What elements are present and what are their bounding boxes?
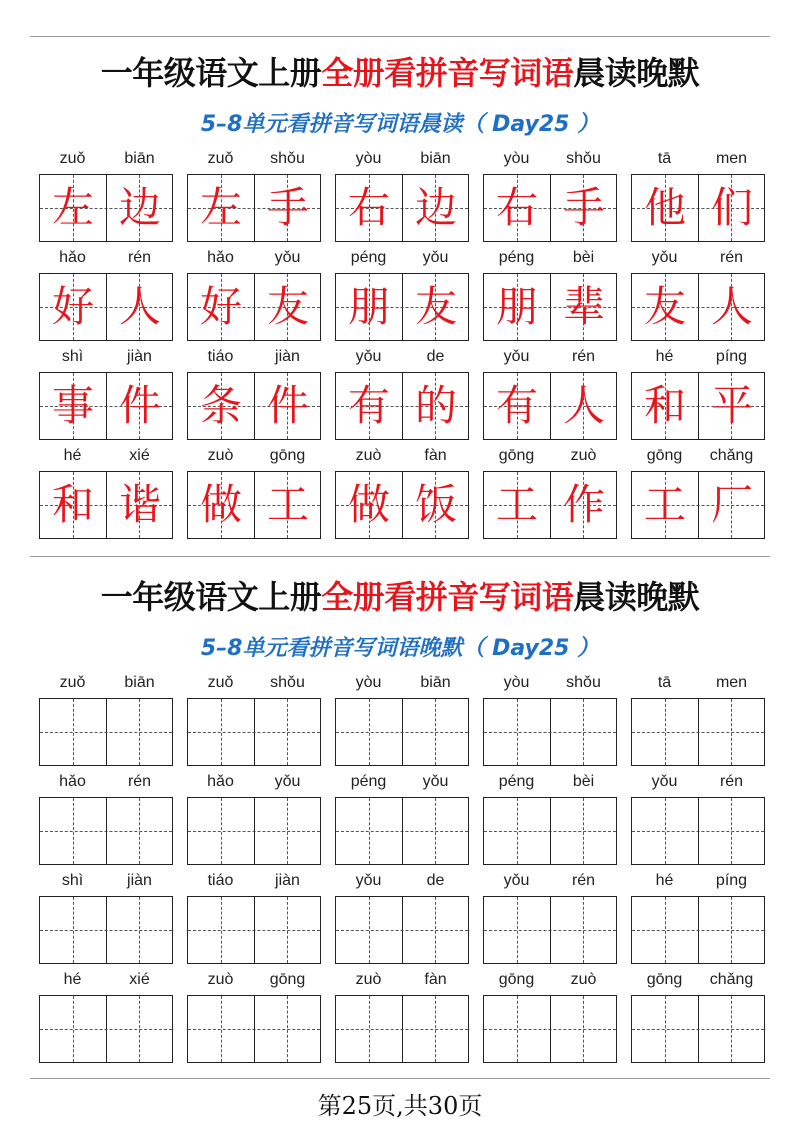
guide-line-vertical	[665, 699, 666, 765]
guide-line-vertical	[139, 996, 140, 1062]
pinyin-label: xié	[129, 971, 150, 988]
pinyin-label: jiàn	[127, 872, 152, 889]
guide-line-vertical	[583, 996, 584, 1062]
pinyin-label: jiàn	[275, 872, 300, 889]
tianzige-box	[631, 174, 765, 242]
pinyin-label: fàn	[424, 447, 447, 464]
pinyin-label: yǒu	[274, 249, 301, 266]
hanzi-character: 和	[643, 381, 686, 430]
box-divider	[254, 996, 255, 1062]
box-divider	[402, 897, 403, 963]
pinyin-label: biān	[124, 150, 155, 167]
pinyin-label: yǒu	[651, 773, 678, 790]
tianzige-box[interactable]	[335, 797, 469, 865]
pinyin-label: men	[715, 150, 748, 167]
title-part-topic: 全册看拼音写词语	[321, 578, 574, 616]
tianzige-box[interactable]	[39, 896, 173, 964]
guide-line-vertical	[221, 897, 222, 963]
section-subtitle: 5–8单元看拼音写词语晨读（ Day25 ）	[200, 112, 600, 137]
tianzige-box	[483, 372, 617, 440]
pinyin-label: hé	[63, 971, 82, 988]
pinyin-label: yǒu	[651, 249, 678, 266]
guide-line-vertical	[369, 897, 370, 963]
tianzige-box	[483, 174, 617, 242]
pinyin-label: chǎng	[709, 447, 754, 464]
tianzige-box	[631, 471, 765, 539]
word-cell	[483, 672, 617, 771]
hanzi-character: 做	[347, 480, 390, 529]
tianzige-box[interactable]	[335, 995, 469, 1063]
guide-line-vertical	[369, 699, 370, 765]
word-cell	[335, 969, 469, 1068]
pinyin-label: hé	[655, 872, 674, 889]
bottom-divider	[30, 1078, 770, 1079]
word-cell	[335, 672, 469, 771]
hanzi-character: 工	[266, 480, 309, 529]
box-divider	[550, 798, 551, 864]
hanzi-character: 人	[562, 381, 605, 430]
pinyin-label: hé	[63, 447, 82, 464]
tianzige-box	[187, 273, 321, 341]
hanzi-character: 好	[199, 282, 242, 331]
word-cell	[187, 672, 321, 771]
hanzi-character: 的	[414, 381, 457, 430]
word-cell	[39, 672, 173, 771]
pinyin-label: yòu	[503, 674, 530, 691]
word-row	[39, 672, 763, 771]
tianzige-box	[39, 273, 173, 341]
pinyin-label: hǎo	[59, 249, 86, 266]
guide-line-vertical	[665, 798, 666, 864]
pinyin-label: rén	[127, 249, 152, 266]
word-cell	[483, 148, 617, 247]
morning-reading-section	[0, 36, 800, 556]
word-cell	[187, 346, 321, 445]
pinyin-label: zuǒ	[59, 674, 86, 691]
pinyin-label: gōng	[646, 971, 683, 988]
box-divider	[550, 996, 551, 1062]
word-cell	[483, 771, 617, 870]
pinyin-label: yòu	[503, 150, 530, 167]
pinyin-label: gōng	[269, 971, 306, 988]
tianzige-box	[335, 174, 469, 242]
pinyin-label: tiáo	[207, 872, 234, 889]
guide-line-vertical	[731, 699, 732, 765]
guide-line-vertical	[517, 699, 518, 765]
pinyin-label: biān	[420, 150, 451, 167]
hanzi-character: 辈	[562, 282, 605, 331]
pinyin-label: shì	[61, 348, 84, 365]
pinyin-label: biān	[420, 674, 451, 691]
pinyin-label: yǒu	[422, 773, 449, 790]
guide-line-vertical	[435, 798, 436, 864]
hanzi-character: 边	[118, 183, 161, 232]
pinyin-label: zuò	[207, 447, 234, 464]
hanzi-character: 有	[347, 381, 390, 430]
word-cell	[187, 870, 321, 969]
pinyin-label: yǒu	[503, 872, 530, 889]
word-cell	[631, 672, 765, 771]
tianzige-box	[631, 273, 765, 341]
tianzige-box[interactable]	[631, 797, 765, 865]
page-title	[0, 575, 800, 619]
pinyin-label: péng	[350, 249, 387, 266]
word-cell	[631, 346, 765, 445]
guide-line-vertical	[435, 897, 436, 963]
guide-line-vertical	[221, 699, 222, 765]
hanzi-character: 左	[199, 183, 242, 232]
title-part-topic: 全册看拼音写词语	[321, 54, 574, 92]
word-cell	[335, 346, 469, 445]
word-cell	[335, 445, 469, 544]
word-cell	[39, 445, 173, 544]
word-cell	[39, 771, 173, 870]
hanzi-character: 做	[199, 480, 242, 529]
word-cell	[631, 148, 765, 247]
box-divider	[550, 699, 551, 765]
pinyin-label: gōng	[646, 447, 683, 464]
pinyin-label: shǒu	[566, 150, 601, 167]
tianzige-box	[39, 372, 173, 440]
guide-line-vertical	[583, 699, 584, 765]
hanzi-character: 他	[643, 183, 686, 232]
word-row	[39, 771, 763, 870]
guide-line-vertical	[221, 996, 222, 1062]
word-row	[39, 346, 763, 445]
pinyin-label: zuǒ	[207, 150, 234, 167]
hanzi-character: 事	[51, 381, 94, 430]
word-row	[39, 247, 763, 346]
pinyin-label: rén	[571, 348, 596, 365]
box-divider	[254, 897, 255, 963]
pinyin-label: péng	[498, 773, 535, 790]
word-cell	[631, 870, 765, 969]
guide-line-vertical	[731, 996, 732, 1062]
guide-line-vertical	[73, 798, 74, 864]
pinyin-label: bèi	[572, 249, 595, 266]
guide-line-vertical	[287, 699, 288, 765]
pinyin-label: rén	[719, 773, 744, 790]
guide-line-vertical	[517, 897, 518, 963]
guide-line-vertical	[73, 699, 74, 765]
pinyin-label: tā	[657, 674, 672, 691]
guide-line-vertical	[731, 798, 732, 864]
tianzige-box	[335, 471, 469, 539]
word-cell	[483, 247, 617, 346]
pinyin-label: shǒu	[270, 674, 305, 691]
pinyin-label: zuò	[355, 447, 382, 464]
pinyin-label: rén	[719, 249, 744, 266]
guide-line-vertical	[73, 897, 74, 963]
pinyin-label: píng	[715, 872, 748, 889]
hanzi-character: 平	[710, 381, 753, 430]
hanzi-character: 有	[495, 381, 538, 430]
pinyin-label: rén	[127, 773, 152, 790]
hanzi-character: 饭	[414, 480, 457, 529]
guide-line-vertical	[517, 996, 518, 1062]
tianzige-box[interactable]	[631, 896, 765, 964]
box-divider	[254, 699, 255, 765]
pinyin-label: yǒu	[355, 872, 382, 889]
hanzi-character: 条	[199, 381, 242, 430]
hanzi-character: 边	[414, 183, 457, 232]
word-cell	[631, 445, 765, 544]
word-cell	[483, 445, 617, 544]
hanzi-character: 朋	[347, 282, 390, 331]
word-cell	[39, 346, 173, 445]
tianzige-box[interactable]	[187, 698, 321, 766]
word-cell	[335, 771, 469, 870]
hanzi-character: 友	[414, 282, 457, 331]
word-cell	[39, 148, 173, 247]
guide-line-vertical	[221, 798, 222, 864]
guide-line-vertical	[139, 798, 140, 864]
hanzi-character: 手	[562, 183, 605, 232]
pinyin-label: zuò	[355, 971, 382, 988]
tianzige-box	[483, 273, 617, 341]
hanzi-character: 朋	[495, 282, 538, 331]
tianzige-box[interactable]	[483, 698, 617, 766]
word-cell	[631, 247, 765, 346]
box-divider	[106, 996, 107, 1062]
hanzi-character: 件	[266, 381, 309, 430]
hanzi-character: 厂	[710, 480, 753, 529]
pinyin-label: bèi	[572, 773, 595, 790]
word-cell	[483, 346, 617, 445]
word-cell	[39, 870, 173, 969]
section-subtitle: 5–8单元看拼音写词语晚默（ Day25 ）	[200, 636, 600, 661]
guide-line-vertical	[139, 699, 140, 765]
pinyin-label: xié	[129, 447, 150, 464]
pinyin-label: de	[426, 348, 445, 365]
box-divider	[254, 798, 255, 864]
word-cell	[187, 969, 321, 1068]
box-divider	[402, 996, 403, 1062]
pinyin-label: shì	[61, 872, 84, 889]
hanzi-character: 右	[347, 183, 390, 232]
pinyin-label: biān	[124, 674, 155, 691]
pinyin-label: men	[715, 674, 748, 691]
pinyin-label: chǎng	[709, 971, 754, 988]
pinyin-label: shǒu	[566, 674, 601, 691]
word-grid	[39, 148, 763, 544]
title-part-grade: 一年级语文上册	[100, 578, 322, 616]
pinyin-label: gōng	[498, 447, 535, 464]
tianzige-box[interactable]	[335, 698, 469, 766]
word-row	[39, 969, 763, 1068]
tianzige-box	[335, 372, 469, 440]
hanzi-character: 左	[51, 183, 94, 232]
hanzi-character: 友	[266, 282, 309, 331]
guide-line-vertical	[369, 996, 370, 1062]
tianzige-box	[39, 174, 173, 242]
pinyin-label: hé	[655, 348, 674, 365]
title-part-mode: 晨读晚默	[573, 578, 700, 616]
hanzi-character: 人	[710, 282, 753, 331]
tianzige-box	[187, 471, 321, 539]
box-divider	[106, 699, 107, 765]
title-part-mode: 晨读晚默	[573, 54, 700, 92]
tianzige-box[interactable]	[39, 797, 173, 865]
hanzi-character: 和	[51, 480, 94, 529]
pinyin-label: jiàn	[275, 348, 300, 365]
tianzige-box[interactable]	[631, 698, 765, 766]
pinyin-label: zuò	[570, 971, 597, 988]
word-cell	[483, 969, 617, 1068]
word-cell	[335, 148, 469, 247]
word-cell	[187, 247, 321, 346]
tianzige-box	[335, 273, 469, 341]
tianzige-box	[39, 471, 173, 539]
tianzige-box[interactable]	[39, 698, 173, 766]
word-cell	[631, 771, 765, 870]
pinyin-label: zuǒ	[59, 150, 86, 167]
hanzi-character: 们	[710, 183, 753, 232]
box-divider	[402, 699, 403, 765]
pinyin-label: péng	[350, 773, 387, 790]
box-divider	[106, 897, 107, 963]
hanzi-character: 件	[118, 381, 161, 430]
pinyin-label: tiáo	[207, 348, 234, 365]
word-cell	[187, 148, 321, 247]
pinyin-label: hǎo	[207, 773, 234, 790]
tianzige-box[interactable]	[631, 995, 765, 1063]
pinyin-label: gōng	[498, 971, 535, 988]
box-divider	[106, 798, 107, 864]
guide-line-vertical	[665, 996, 666, 1062]
tianzige-box[interactable]	[187, 995, 321, 1063]
word-row	[39, 870, 763, 969]
hanzi-character: 右	[495, 183, 538, 232]
pinyin-label: hǎo	[59, 773, 86, 790]
tianzige-box[interactable]	[483, 797, 617, 865]
word-cell	[335, 247, 469, 346]
guide-line-vertical	[583, 798, 584, 864]
guide-line-vertical	[583, 897, 584, 963]
tianzige-box[interactable]	[187, 797, 321, 865]
middle-divider	[30, 556, 770, 557]
hanzi-character: 工	[643, 480, 686, 529]
page-number: 第25页,共30页	[317, 1092, 483, 1120]
evening-dictation-section	[0, 560, 800, 1080]
word-cell	[187, 771, 321, 870]
hanzi-character: 友	[643, 282, 686, 331]
box-divider	[698, 699, 699, 765]
guide-line-vertical	[665, 897, 666, 963]
box-divider	[402, 798, 403, 864]
box-divider	[698, 897, 699, 963]
word-cell	[483, 870, 617, 969]
word-cell	[631, 969, 765, 1068]
pinyin-label: tā	[657, 150, 672, 167]
pinyin-label: fàn	[424, 971, 447, 988]
word-cell	[187, 445, 321, 544]
hanzi-character: 工	[495, 480, 538, 529]
guide-line-vertical	[287, 798, 288, 864]
guide-line-vertical	[517, 798, 518, 864]
tianzige-box	[187, 372, 321, 440]
guide-line-vertical	[369, 798, 370, 864]
pinyin-label: péng	[498, 249, 535, 266]
tianzige-box	[187, 174, 321, 242]
box-divider	[550, 897, 551, 963]
title-part-grade: 一年级语文上册	[100, 54, 322, 92]
pinyin-label: yòu	[355, 674, 382, 691]
word-row	[39, 445, 763, 544]
guide-line-vertical	[435, 996, 436, 1062]
pinyin-label: shǒu	[270, 150, 305, 167]
hanzi-character: 好	[51, 282, 94, 331]
tianzige-box	[483, 471, 617, 539]
pinyin-label: yòu	[355, 150, 382, 167]
pinyin-label: yǒu	[355, 348, 382, 365]
tianzige-box	[631, 372, 765, 440]
word-row	[39, 148, 763, 247]
pinyin-label: yǒu	[503, 348, 530, 365]
hanzi-character: 手	[266, 183, 309, 232]
pinyin-label: jiàn	[127, 348, 152, 365]
pinyin-label: gōng	[269, 447, 306, 464]
pinyin-label: yǒu	[422, 249, 449, 266]
guide-line-vertical	[287, 897, 288, 963]
guide-line-vertical	[73, 996, 74, 1062]
pinyin-label: zuò	[207, 971, 234, 988]
box-divider	[698, 996, 699, 1062]
tianzige-box[interactable]	[187, 896, 321, 964]
pinyin-label: zuò	[570, 447, 597, 464]
hanzi-character: 作	[562, 480, 605, 529]
pinyin-label: de	[426, 872, 445, 889]
tianzige-box[interactable]	[335, 896, 469, 964]
page-title	[0, 51, 800, 95]
hanzi-character: 谐	[118, 480, 161, 529]
hanzi-character: 人	[118, 282, 161, 331]
pinyin-label: zuǒ	[207, 674, 234, 691]
guide-line-vertical	[139, 897, 140, 963]
pinyin-label: píng	[715, 348, 748, 365]
word-cell	[335, 870, 469, 969]
box-divider	[698, 798, 699, 864]
tianzige-box[interactable]	[483, 896, 617, 964]
pinyin-label: yǒu	[274, 773, 301, 790]
tianzige-box[interactable]	[483, 995, 617, 1063]
tianzige-box[interactable]	[39, 995, 173, 1063]
word-grid	[39, 672, 763, 1068]
word-cell	[39, 969, 173, 1068]
guide-line-vertical	[287, 996, 288, 1062]
pinyin-label: rén	[571, 872, 596, 889]
pinyin-label: hǎo	[207, 249, 234, 266]
word-cell	[39, 247, 173, 346]
guide-line-vertical	[435, 699, 436, 765]
guide-line-vertical	[731, 897, 732, 963]
